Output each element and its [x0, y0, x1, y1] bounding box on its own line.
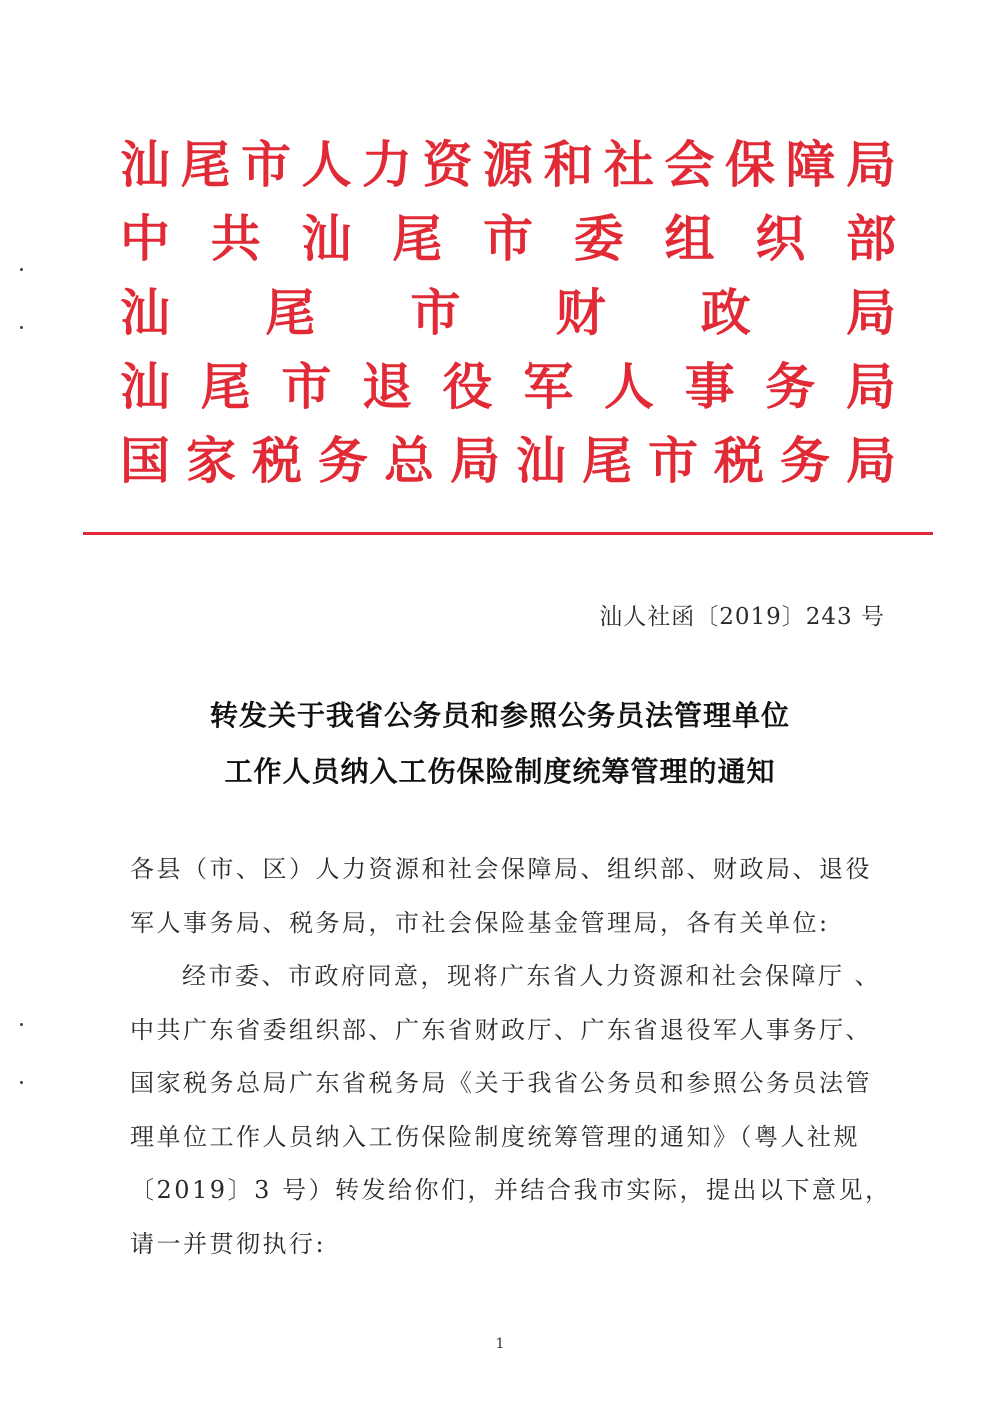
- paragraph-line: 请一并贯彻执行:: [130, 1229, 327, 1258]
- document-number: 汕人社函〔2019〕243 号: [599, 604, 885, 630]
- agency-char: 障: [785, 136, 836, 194]
- agency-char: 务: [780, 432, 830, 490]
- agency-char: 保: [725, 136, 775, 194]
- agency-char: 人: [301, 136, 352, 194]
- agency-char: 汕: [301, 210, 352, 268]
- paragraph-line: 理单位工作人员纳入工伤保险制度统筹管理的通知》（粤人社规: [130, 1122, 860, 1151]
- agency-line-veterans: [120, 350, 896, 424]
- agency-char: 财: [555, 284, 606, 342]
- agency-char: 汕: [120, 358, 170, 416]
- agency-char: 汕: [120, 284, 170, 342]
- title-line-2: 工作人员纳入工伤保险制度统筹管理的通知: [224, 755, 776, 788]
- agency-char: 市: [281, 358, 332, 416]
- agency-char: 国: [120, 432, 170, 490]
- agency-char: 政: [700, 284, 751, 342]
- agency-char: 汕: [120, 136, 170, 194]
- agency-char: 共: [210, 210, 261, 268]
- agency-line-finance: [120, 276, 896, 350]
- agency-char: 尾: [392, 210, 443, 268]
- agency-char: 力: [362, 136, 412, 194]
- agency-char: 务: [318, 432, 368, 490]
- agency-char: 局: [846, 136, 896, 194]
- agency-char: 税: [252, 432, 302, 490]
- agency-char: 人: [603, 358, 654, 416]
- agency-line-organization: [120, 202, 896, 276]
- agency-char: 委: [573, 210, 624, 268]
- agency-char: 中: [120, 210, 170, 268]
- agency-char: 织: [755, 210, 806, 268]
- agency-char: 局: [845, 358, 896, 416]
- agency-char: 社: [604, 136, 654, 194]
- agency-char: 汕: [516, 432, 566, 490]
- agency-char: 和: [543, 136, 594, 194]
- agency-char: 源: [483, 136, 533, 194]
- agency-char: 市: [648, 432, 698, 490]
- agency-char: 总: [384, 432, 434, 490]
- agency-char: 局: [846, 432, 896, 490]
- title-line-1: 转发关于我省公务员和参照公务员法管理单位: [209, 699, 790, 732]
- agency-char: 尾: [265, 284, 316, 342]
- binding-mark: [20, 326, 23, 329]
- paragraph-line: 中共广东省委组织部、广东省财政厅、广东省退役军人事务厅、: [130, 1015, 872, 1044]
- binding-mark: [20, 1081, 23, 1084]
- agency-char: 组: [664, 210, 715, 268]
- addressee-line: 各县（市、区）人力资源和社会保障局、组织部、财政局、退役: [130, 855, 872, 883]
- agency-char: 税: [714, 432, 764, 490]
- paragraph-line: 经市委、市政府同意，现将广东省人力资源和社会保障厅 、: [182, 962, 882, 990]
- agency-line-hrss: [120, 128, 896, 202]
- agency-char: 尾: [200, 358, 251, 416]
- paragraph-line: 〔2019〕3 号）转发给你们，并结合我市实际，提出以下意见，: [130, 1176, 892, 1204]
- agency-char: 尾: [582, 432, 632, 490]
- addressee-line: 军人事务局、税务局，市社会保险基金管理局，各有关单位:: [130, 908, 830, 937]
- red-separator-line: [83, 532, 933, 535]
- agency-char: 市: [241, 136, 291, 194]
- agency-line-tax: [120, 424, 896, 498]
- agency-char: 部: [846, 210, 896, 268]
- agency-char: 役: [442, 358, 493, 416]
- agency-char: 事: [684, 358, 735, 416]
- agency-char: 家: [186, 432, 236, 490]
- binding-mark: [20, 1023, 23, 1026]
- agency-char: 市: [483, 210, 533, 268]
- agency-char: 资: [422, 136, 473, 194]
- agency-char: 会: [664, 136, 715, 194]
- agency-char: 尾: [180, 136, 231, 194]
- document-body: [130, 843, 892, 1271]
- agency-char: 局: [845, 284, 896, 342]
- agency-char: 局: [450, 432, 500, 490]
- issuing-agencies-header: [120, 128, 896, 498]
- agency-char: 市: [410, 284, 461, 342]
- page-number: 1: [495, 1336, 505, 1352]
- binding-mark: [20, 268, 23, 271]
- agency-char: 务: [765, 358, 816, 416]
- paragraph-line: 国家税务总局广东省税务局《关于我省公务员和参照公务员法管: [130, 1069, 872, 1097]
- agency-char: 退: [361, 358, 412, 416]
- agency-char: 军: [523, 358, 574, 416]
- document-title: [0, 688, 1000, 800]
